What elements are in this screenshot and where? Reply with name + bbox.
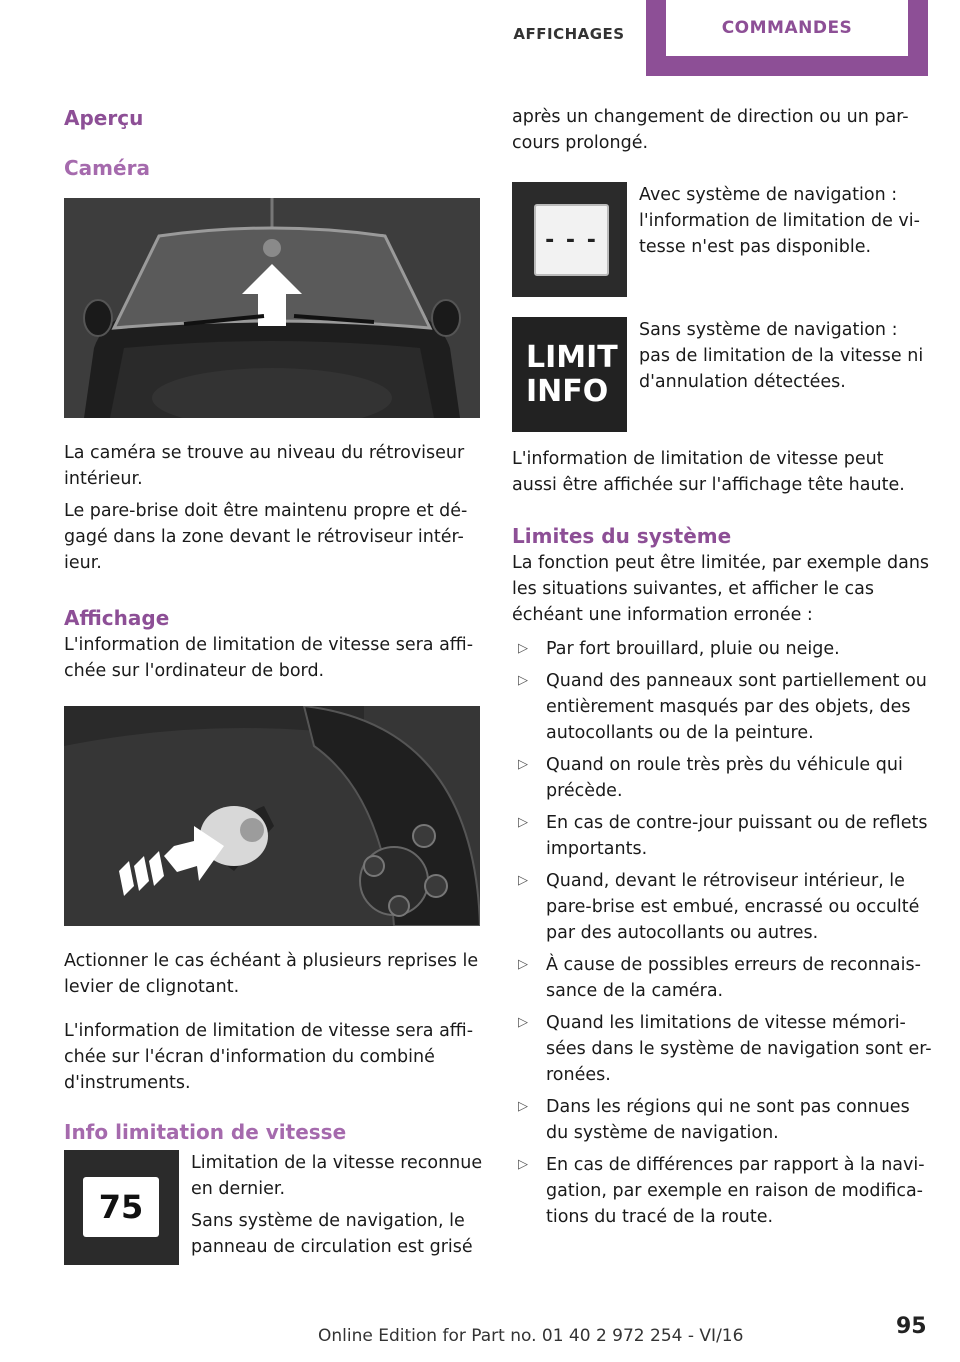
limit-info-row (512, 317, 932, 432)
info-75-text (191, 1150, 484, 1265)
list-item: ▷ En cas de contre-jour puissant ou de reflets importants. (512, 810, 932, 862)
section-title-apercu: Aperçu (64, 106, 144, 130)
limit-info-line-1: LIMIT (526, 340, 618, 375)
lever-paragraph-1: Actionner le cas échéant à plusieurs reprises le levier de clignotant. (64, 951, 479, 997)
info-paragraph-2: Sans système de navigation, le panneau de circulation est grisé (191, 1211, 473, 1257)
bullet-triangle-icon: ▷ (518, 815, 528, 830)
list-item: ▷ Par fort brouillard, pluie ou neige. (512, 636, 932, 662)
list-item: ▷ À cause de possibles erreurs de reconnais- sance de la caméra. (512, 952, 932, 1004)
continued-paragraph: après un changement de direction ou un par- cours prolongé. (512, 107, 909, 153)
limit-info-line-2: INFO (526, 374, 609, 409)
dashes-text (639, 182, 931, 297)
heading-affichage: Affichage (64, 606, 170, 630)
list-item: ▷ En cas de différences par rapport à la navi- gation, par exemple en raison de modifica- tions du tracé de la route. (512, 1152, 932, 1230)
tab-commandes-label: COMMANDES (666, 0, 908, 56)
dashes-row (512, 182, 932, 297)
limit-info-text (639, 317, 931, 432)
bullet-triangle-icon: ▷ (518, 673, 528, 688)
bullet-triangle-icon: ▷ (518, 1015, 528, 1030)
speed-sign-75-icon (64, 1150, 179, 1265)
list-item: ▷ Quand, devant le rétroviseur intérieur, le pare-brise est embué, encrassé ou occulté par des autocollants ou autres. (512, 868, 932, 946)
header-tabs (0, 0, 960, 80)
bullet-triangle-icon: ▷ (518, 641, 528, 656)
limit-info-text-block (526, 341, 618, 409)
camera-paragraph-1: La caméra se trouve au niveau du rétroviseur intérieur. (64, 443, 465, 489)
list-item: ▷ Quand des panneaux sont partiellement ou entièrement masqués par des objets, des autocollants ou de la peinture. (512, 668, 932, 746)
bullet-triangle-icon: ▷ (518, 957, 528, 972)
tab-commandes[interactable] (646, 0, 928, 76)
no-info-sign-face (534, 204, 609, 276)
camera-paragraph-2: Le pare-brise doit être maintenu propre et dé- gagé dans la zone devant le rétroviseur intér- ieur. (64, 501, 468, 573)
heading-limites-systeme: Limites du système (512, 524, 732, 548)
limits-intro-paragraph: La fonction peut être limitée, par exemple dans les situations suivantes, et afficher le cas échéant une information erronée : (512, 553, 930, 625)
left-column (64, 104, 484, 1265)
no-info-dashes: - - - (545, 227, 598, 253)
speed-sign-75-value: 75 (98, 1188, 144, 1226)
list-item: ▷ Quand on roule très près du véhicule qui précède. (512, 752, 932, 804)
bullet-triangle-icon: ▷ (518, 873, 528, 888)
lever-paragraph-2: L'information de limitation de vitesse sera affi- chée sur l'écran d'information du combiné d'instruments. (64, 1021, 474, 1093)
turn-signal-lever-figure (64, 706, 480, 926)
display-paragraph: L'information de limitation de vitesse sera affi- chée sur l'ordinateur de bord. (64, 635, 474, 681)
limit-info-icon (512, 317, 627, 432)
list-item: ▷ Quand les limitations de vitesse mémori- sées dans le système de navigation sont er- ronées. (512, 1010, 932, 1088)
camera-windshield-figure (64, 198, 480, 418)
heading-info-limitation: Info limitation de vitesse (64, 1120, 347, 1144)
edition-note: Online Edition for Part no. 01 40 2 972 254 - VI/16 (318, 1326, 744, 1346)
info-paragraph-1: Limitation de la vitesse reconnue en dernier. (191, 1153, 483, 1199)
no-info-sign-icon (512, 182, 627, 297)
page-number: 95 (896, 1314, 927, 1339)
right-column (512, 104, 932, 1236)
bullet-triangle-icon: ▷ (518, 1099, 528, 1114)
dashes-paragraph: Avec système de navigation : l'information de limitation de vi- tesse n'est pas disponible. (639, 185, 920, 257)
bullet-triangle-icon: ▷ (518, 757, 528, 772)
list-item: ▷ Dans les régions qui ne sont pas connues du système de navigation. (512, 1094, 932, 1146)
hud-paragraph: L'information de limitation de vitesse peut aussi être affichée sur l'affichage tête haute. (512, 449, 905, 495)
page-footer (0, 1314, 960, 1354)
heading-camera: Caméra (64, 156, 150, 180)
limits-bullet-list (512, 636, 932, 1230)
speed-sign-75-face (83, 1177, 159, 1237)
tab-affichages[interactable]: AFFICHAGES (513, 25, 625, 43)
bullet-triangle-icon: ▷ (518, 1157, 528, 1172)
limit-info-paragraph: Sans système de navigation : pas de limitation de la vitesse ni d'annulation détectées. (639, 320, 924, 392)
info-75-row (64, 1150, 484, 1265)
